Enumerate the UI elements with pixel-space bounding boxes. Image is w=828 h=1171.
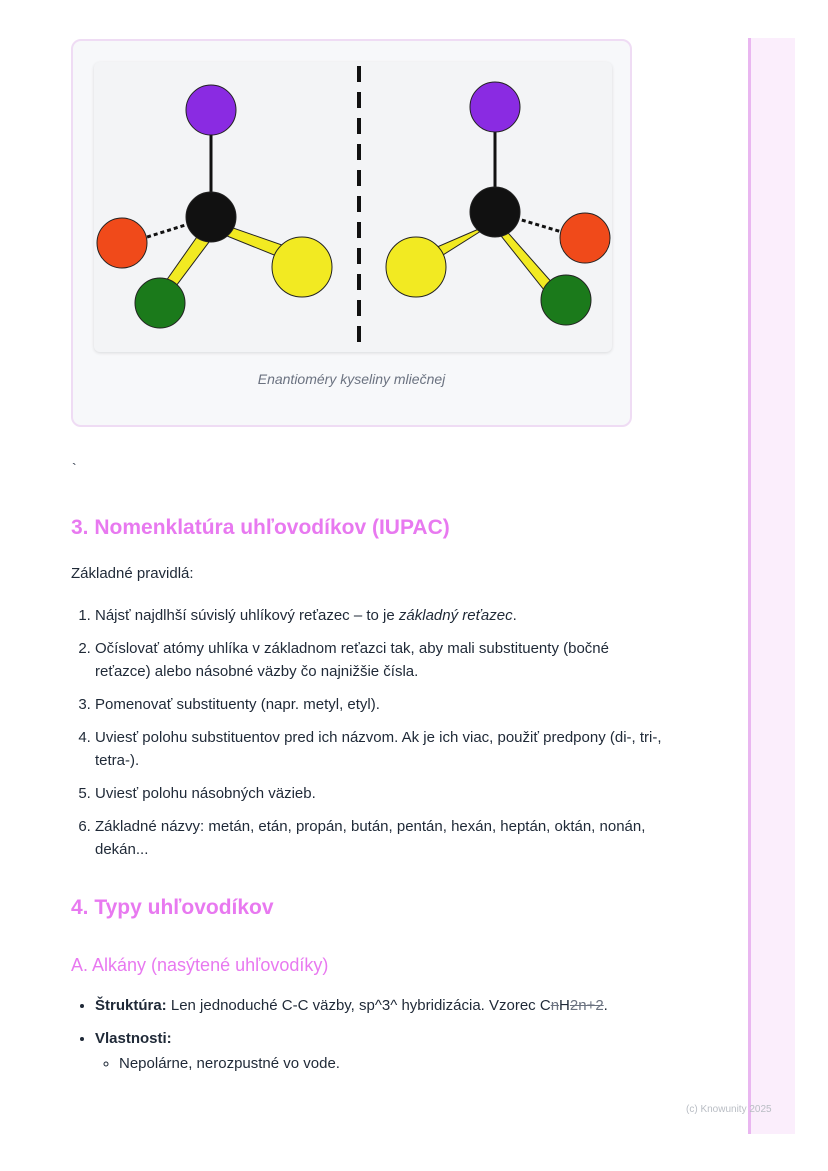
atom-left-yellow [272,237,332,297]
list-item: 6. Základné názvy: metán, etán, propán, bután, pentán, hexán, heptán, oktán, nonán, dekán... [95,815,665,861]
structure-text: Len jednoduché C-C väzby, sp^3^ hybridizácia. Vzorec [166,997,540,1014]
list-item-properties [95,1027,655,1075]
atom-right-red [560,213,610,263]
formula-c: C [539,997,551,1014]
properties-sublist [95,1052,655,1075]
copyright-footer: (c) Knowunity 2025 [686,1104,772,1115]
atom-left-green [135,278,185,328]
rule-text: Nájsť najdlhší súvislý uhlíkový reťazec – to je [95,607,399,624]
atom-left-red [97,218,147,268]
atom-left-carbon [186,192,236,242]
subsection-heading-alkanes: A. Alkány (nasýtené uhľovodíky) [71,955,329,975]
molecule-right [386,82,610,325]
side-margin-strip [748,38,795,1134]
list-item-structure [95,994,655,1017]
section-heading-nomenclature: 3. Nomenklatúra uhľovodíkov (IUPAC) [71,516,450,539]
formula-subscript: 2n+2 [569,997,604,1014]
figure-card [71,39,632,427]
atom-right-purple [470,82,520,132]
molecule-left [97,85,332,328]
stray-backtick: ` [72,460,77,476]
list-item: ◦ Nepolárne, nerozpustné vo vode. [119,1052,655,1075]
rule-emphasis: základný reťazec [398,607,513,624]
atom-left-purple [186,85,236,135]
properties-label: Vlastnosti: [95,1030,172,1047]
alkanes-list [71,994,655,1085]
formula-n: n [550,997,560,1014]
rules-intro: Základné pravidlá: [71,565,194,582]
figure-caption: Enantioméry kyseliny mliečnej [257,371,446,387]
rule-text-end: . [512,607,517,624]
atom-right-green [541,275,591,325]
iupac-rules-list [71,604,665,871]
list-item: 4. Uviesť polohu substituentov pred ich názvom. Ak je ich viac, použiť predpony (di-, tri-, tetra-). [95,726,665,772]
list-item: 3. Pomenovať substituenty (napr. metyl, etyl). [95,693,665,716]
atom-right-carbon [470,187,520,237]
formula-end: . [603,997,608,1014]
enantiomer-image [94,62,612,352]
formula-h: H [559,997,570,1014]
section-heading-types: 4. Typy uhľovodíkov [71,896,274,919]
enantiomer-diagram [94,62,612,352]
list-item: 2. Očíslovať atómy uhlíka v základnom reťazci tak, aby mali substituenty (bočné reťazce) alebo násobné väzby čo najnižšie čísla. [95,637,665,683]
atom-right-yellow [386,237,446,297]
structure-label: Štruktúra: [95,997,167,1014]
list-item: 5. Uviesť polohu násobných väzieb. [95,782,665,805]
list-item [95,604,665,627]
